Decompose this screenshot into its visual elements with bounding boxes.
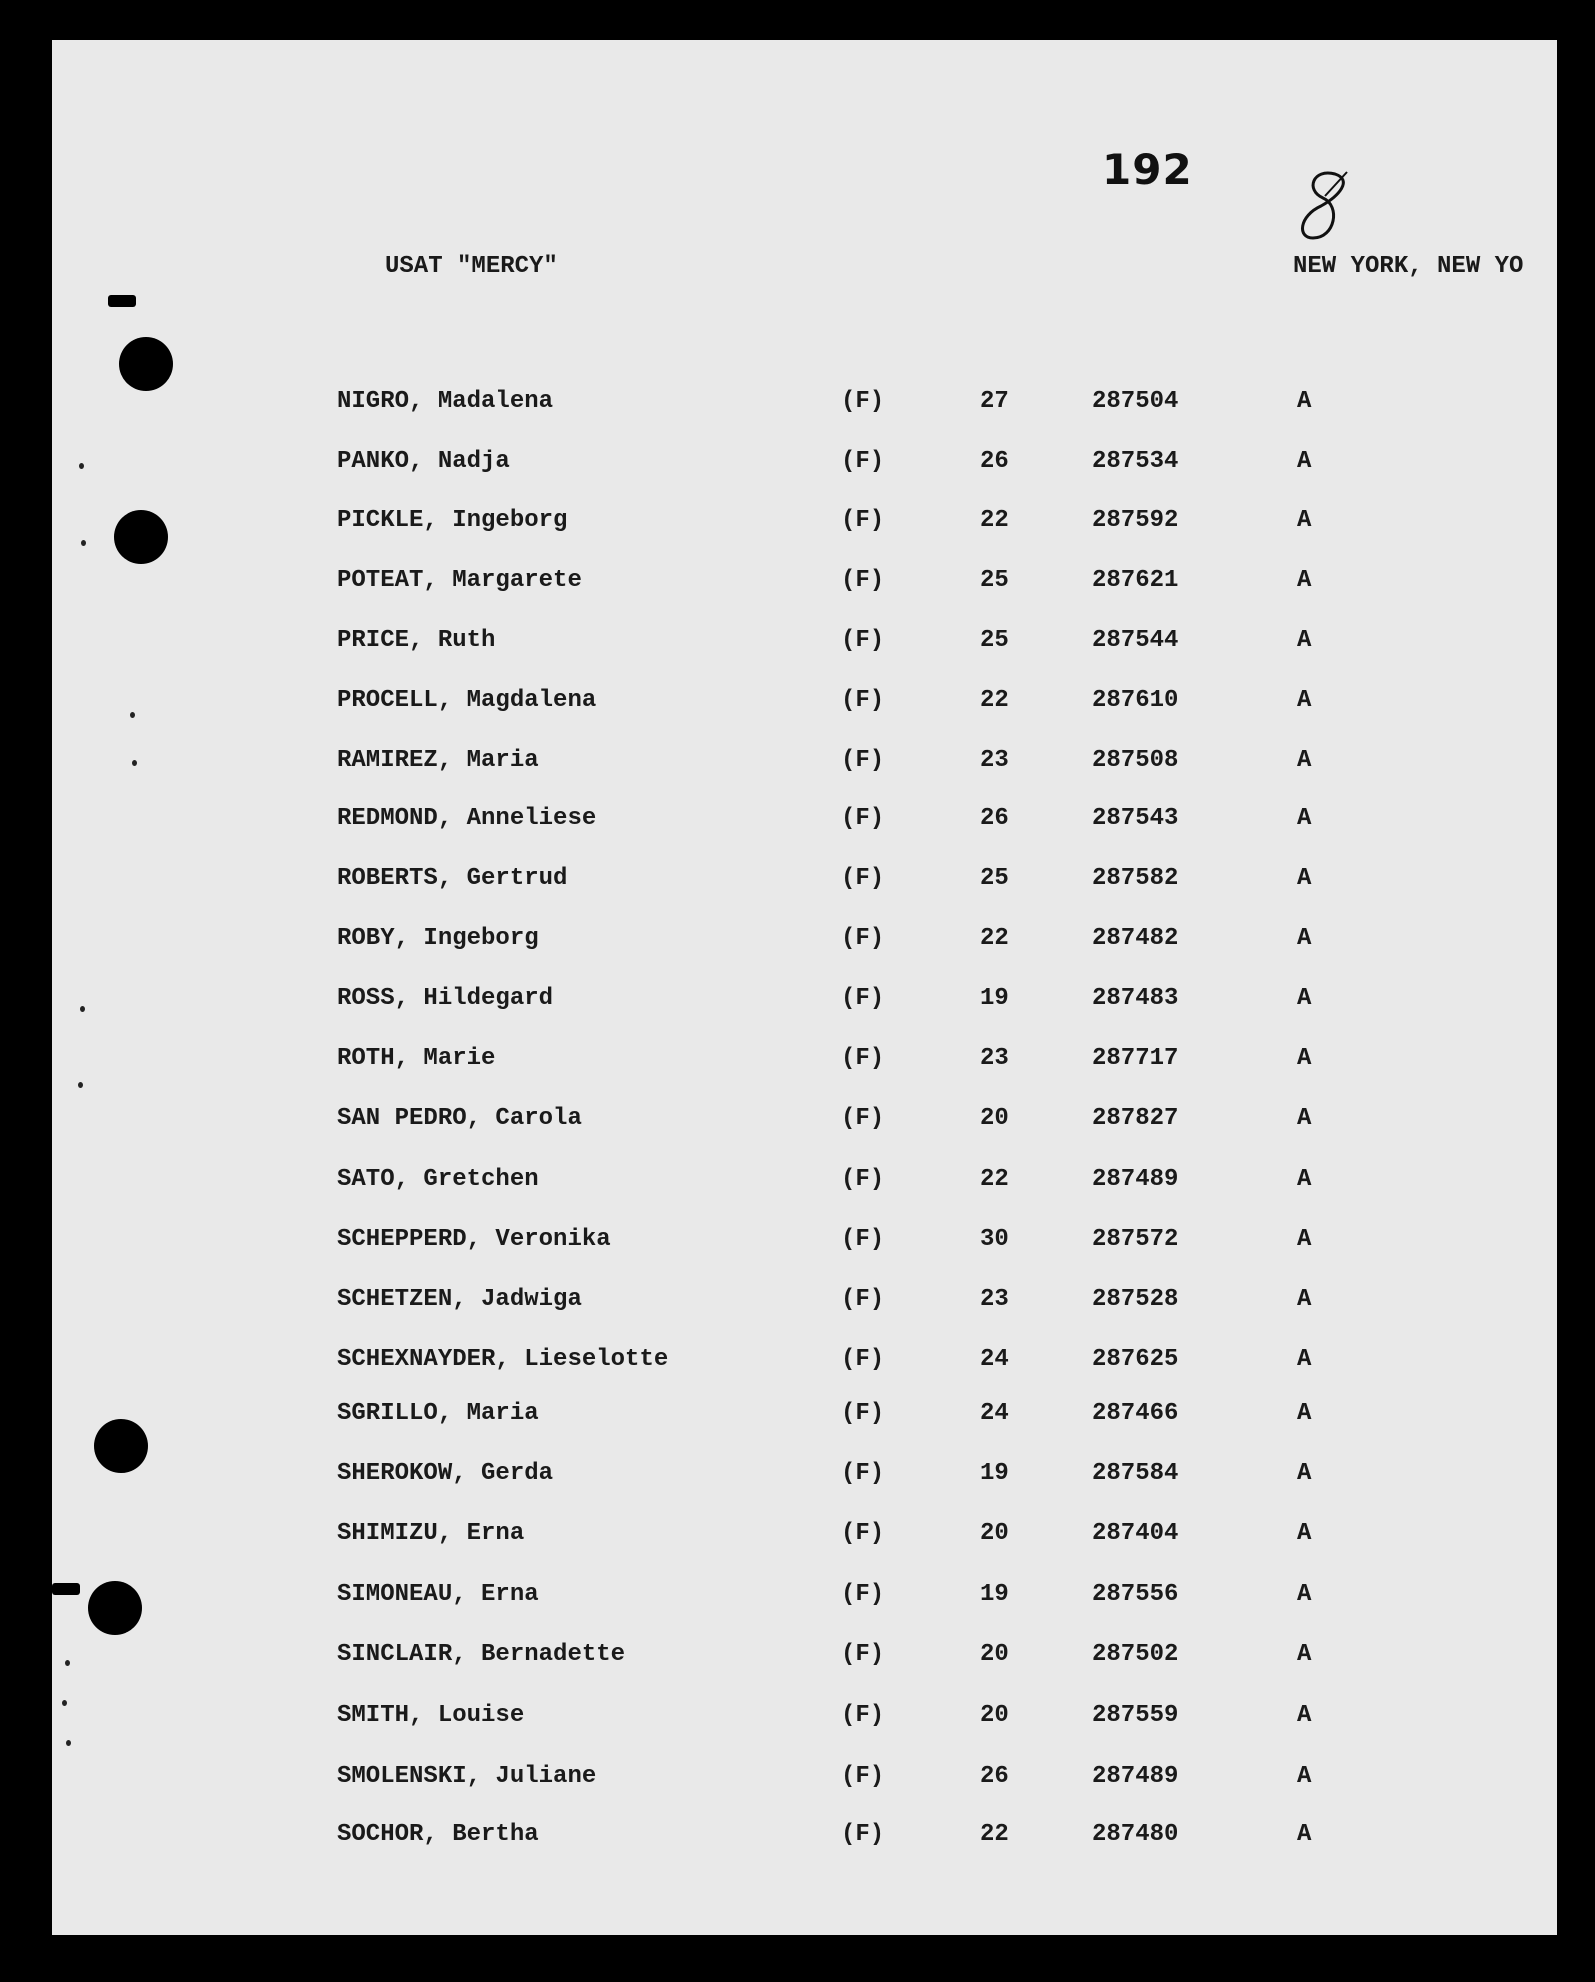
passenger-sex: (F) <box>841 1641 885 1668</box>
passenger-age: 19 <box>980 1581 1009 1608</box>
passenger-age: 19 <box>980 985 1009 1012</box>
passenger-number: 287572 <box>1092 1226 1179 1253</box>
list-item <box>52 1105 1557 1145</box>
passenger-name: SHIMIZU, Erna <box>337 1520 525 1547</box>
passenger-age: 27 <box>980 388 1009 415</box>
passenger-sex: (F) <box>841 687 885 714</box>
passenger-number: 287504 <box>1092 388 1179 415</box>
passenger-name: RAMIREZ, Maria <box>337 747 539 774</box>
passenger-code: A <box>1297 567 1312 594</box>
list-item <box>52 1641 1557 1681</box>
list-item <box>52 985 1557 1025</box>
passenger-name: SAN PEDRO, Carola <box>337 1105 582 1132</box>
passenger-code: A <box>1297 1226 1312 1253</box>
passenger-name: PRICE, Ruth <box>337 627 496 654</box>
passenger-age: 23 <box>980 1045 1009 1072</box>
list-item <box>52 1460 1557 1500</box>
list-item <box>52 747 1557 787</box>
passenger-name: ROSS, Hildegard <box>337 985 554 1012</box>
passenger-code: A <box>1297 627 1312 654</box>
passenger-sex: (F) <box>841 925 885 952</box>
passenger-age: 22 <box>980 1821 1009 1848</box>
list-item <box>52 1045 1557 1085</box>
passenger-code: A <box>1297 1460 1312 1487</box>
passenger-code: A <box>1297 865 1312 892</box>
passenger-name: SHEROKOW, Gerda <box>337 1460 554 1487</box>
passenger-code: A <box>1297 687 1312 714</box>
passenger-age: 26 <box>980 805 1009 832</box>
passenger-sex: (F) <box>841 1045 885 1072</box>
passenger-number: 287584 <box>1092 1460 1179 1487</box>
passenger-sex: (F) <box>841 1460 885 1487</box>
passenger-name: SMOLENSKI, Juliane <box>337 1763 597 1790</box>
passenger-code: A <box>1297 1286 1312 1313</box>
passenger-age: 22 <box>980 1166 1009 1193</box>
passenger-number: 287827 <box>1092 1105 1179 1132</box>
passenger-number: 287559 <box>1092 1702 1179 1729</box>
port-name: NEW YORK, NEW YO <box>1293 253 1524 280</box>
ship-name: USAT "MERCY" <box>385 253 558 280</box>
passenger-sex: (F) <box>841 747 885 774</box>
list-item <box>52 1166 1557 1206</box>
passenger-number: 287610 <box>1092 687 1179 714</box>
passenger-sex: (F) <box>841 1581 885 1608</box>
passenger-number: 287544 <box>1092 627 1179 654</box>
passenger-code: A <box>1297 1581 1312 1608</box>
passenger-age: 30 <box>980 1226 1009 1253</box>
passenger-number: 287489 <box>1092 1763 1179 1790</box>
passenger-sex: (F) <box>841 865 885 892</box>
passenger-name: POTEAT, Margarete <box>337 567 582 594</box>
passenger-number: 287502 <box>1092 1641 1179 1668</box>
passenger-code: A <box>1297 985 1312 1012</box>
passenger-number: 287556 <box>1092 1581 1179 1608</box>
passenger-code: A <box>1297 388 1312 415</box>
list-item <box>52 448 1557 488</box>
passenger-code: A <box>1297 1166 1312 1193</box>
passenger-code: A <box>1297 805 1312 832</box>
passenger-sex: (F) <box>841 1821 885 1848</box>
passenger-sex: (F) <box>841 627 885 654</box>
passenger-age: 25 <box>980 567 1009 594</box>
passenger-number: 287621 <box>1092 567 1179 594</box>
passenger-name: NIGRO, Madalena <box>337 388 554 415</box>
passenger-number: 287592 <box>1092 507 1179 534</box>
passenger-age: 20 <box>980 1520 1009 1547</box>
passenger-code: A <box>1297 448 1312 475</box>
passenger-age: 23 <box>980 747 1009 774</box>
passenger-number: 287508 <box>1092 747 1179 774</box>
passenger-name: PANKO, Nadja <box>337 448 510 475</box>
list-item <box>52 1763 1557 1803</box>
passenger-name: SGRILLO, Maria <box>337 1400 539 1427</box>
passenger-sex: (F) <box>841 1702 885 1729</box>
list-item <box>52 865 1557 905</box>
passenger-code: A <box>1297 1821 1312 1848</box>
passenger-name: SCHEPPERD, Veronika <box>337 1226 611 1253</box>
passenger-sex: (F) <box>841 1166 885 1193</box>
list-item <box>52 1286 1557 1326</box>
passenger-code: A <box>1297 1400 1312 1427</box>
passenger-code: A <box>1297 1641 1312 1668</box>
list-item <box>52 1400 1557 1440</box>
passenger-name: SMITH, Louise <box>337 1702 525 1729</box>
passenger-age: 22 <box>980 507 1009 534</box>
passenger-age: 20 <box>980 1702 1009 1729</box>
passenger-age: 19 <box>980 1460 1009 1487</box>
passenger-name: PICKLE, Ingeborg <box>337 507 568 534</box>
passenger-name: REDMOND, Anneliese <box>337 805 597 832</box>
passenger-age: 24 <box>980 1400 1009 1427</box>
passenger-name: SOCHOR, Bertha <box>337 1821 539 1848</box>
passenger-number: 287528 <box>1092 1286 1179 1313</box>
passenger-sex: (F) <box>841 1105 885 1132</box>
passenger-sex: (F) <box>841 805 885 832</box>
passenger-code: A <box>1297 1105 1312 1132</box>
passenger-name: SIMONEAU, Erna <box>337 1581 539 1608</box>
list-item <box>52 1226 1557 1266</box>
passenger-age: 20 <box>980 1105 1009 1132</box>
list-item <box>52 627 1557 667</box>
passenger-number: 287717 <box>1092 1045 1179 1072</box>
passenger-sex: (F) <box>841 985 885 1012</box>
passenger-number: 287534 <box>1092 448 1179 475</box>
passenger-age: 24 <box>980 1346 1009 1373</box>
passenger-number: 287489 <box>1092 1166 1179 1193</box>
passenger-number: 287625 <box>1092 1346 1179 1373</box>
list-item <box>52 507 1557 547</box>
passenger-age: 25 <box>980 865 1009 892</box>
list-item <box>52 567 1557 607</box>
passenger-name: SINCLAIR, Bernadette <box>337 1641 626 1668</box>
list-item <box>52 388 1557 428</box>
passenger-name: SCHEXNAYDER, Lieselotte <box>337 1346 669 1373</box>
passenger-age: 20 <box>980 1641 1009 1668</box>
list-item <box>52 1520 1557 1560</box>
passenger-age: 26 <box>980 1763 1009 1790</box>
page-number: 192 <box>1102 145 1193 194</box>
list-item <box>52 687 1557 727</box>
passenger-code: A <box>1297 1520 1312 1547</box>
passenger-name: ROBERTS, Gertrud <box>337 865 568 892</box>
passenger-code: A <box>1297 925 1312 952</box>
passenger-sex: (F) <box>841 448 885 475</box>
passenger-number: 287466 <box>1092 1400 1179 1427</box>
passenger-sex: (F) <box>841 567 885 594</box>
passenger-number: 287543 <box>1092 805 1179 832</box>
passenger-name: ROBY, Ingeborg <box>337 925 539 952</box>
passenger-list <box>52 40 1557 1935</box>
passenger-sex: (F) <box>841 507 885 534</box>
passenger-sex: (F) <box>841 1763 885 1790</box>
list-item <box>52 805 1557 845</box>
passenger-sex: (F) <box>841 1226 885 1253</box>
list-item <box>52 1346 1557 1386</box>
passenger-number: 287480 <box>1092 1821 1179 1848</box>
passenger-age: 26 <box>980 448 1009 475</box>
passenger-name: PROCELL, Magdalena <box>337 687 597 714</box>
list-item <box>52 1702 1557 1742</box>
passenger-sex: (F) <box>841 1400 885 1427</box>
passenger-code: A <box>1297 1346 1312 1373</box>
passenger-code: A <box>1297 1702 1312 1729</box>
passenger-code: A <box>1297 507 1312 534</box>
passenger-number: 287483 <box>1092 985 1179 1012</box>
manifest-page <box>52 40 1557 1935</box>
passenger-code: A <box>1297 747 1312 774</box>
passenger-number: 287404 <box>1092 1520 1179 1547</box>
passenger-sex: (F) <box>841 1286 885 1313</box>
passenger-sex: (F) <box>841 1346 885 1373</box>
passenger-number: 287482 <box>1092 925 1179 952</box>
passenger-number: 287582 <box>1092 865 1179 892</box>
passenger-sex: (F) <box>841 1520 885 1547</box>
list-item <box>52 925 1557 965</box>
list-item <box>52 1581 1557 1621</box>
passenger-name: ROTH, Marie <box>337 1045 496 1072</box>
list-item <box>52 1821 1557 1861</box>
passenger-name: SATO, Gretchen <box>337 1166 539 1193</box>
passenger-name: SCHETZEN, Jadwiga <box>337 1286 582 1313</box>
passenger-code: A <box>1297 1763 1312 1790</box>
passenger-code: A <box>1297 1045 1312 1072</box>
passenger-age: 22 <box>980 925 1009 952</box>
passenger-age: 23 <box>980 1286 1009 1313</box>
passenger-age: 22 <box>980 687 1009 714</box>
passenger-sex: (F) <box>841 388 885 415</box>
passenger-age: 25 <box>980 627 1009 654</box>
